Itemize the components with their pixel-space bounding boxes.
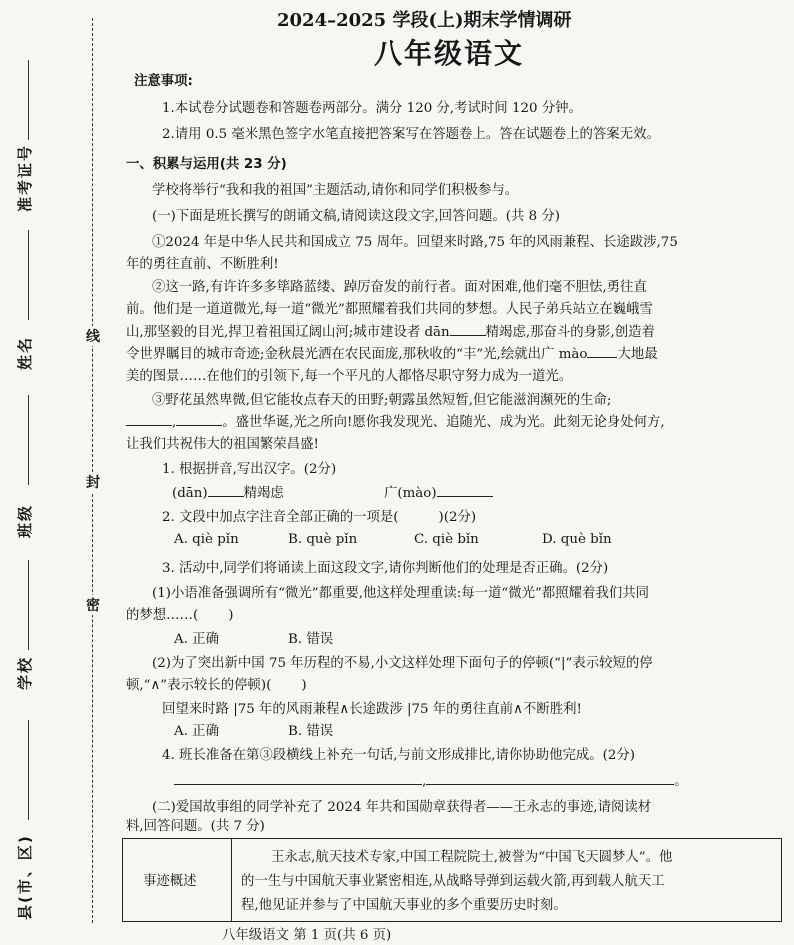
q2-option-b[interactable]: B. què pǐn xyxy=(288,532,358,547)
mao-blank[interactable] xyxy=(587,345,617,358)
q3-2-sentence: 回望来时路 |75 年的风雨兼程∧长途跋涉 |75 年的勇往直前∧不断胜利! xyxy=(162,702,582,717)
binding-dashed-line xyxy=(92,18,93,923)
dan-blank[interactable] xyxy=(450,323,486,336)
part2-heading: (二)爱国故事组的同学补充了 2024 年共和国勋章获得者——王永志的事迹,请阅读材 xyxy=(152,800,652,815)
seal-char-secret: 密 xyxy=(84,595,102,615)
passage-line: , 。盛世华诞,光之所向!愿你我发现光、追随光、成为光。此刻无论身处何方, xyxy=(126,411,665,430)
table-divider xyxy=(231,839,232,921)
passage-line: ②这一路,有许许多多筚路蓝缕、踔厉奋发的前行者。面对困难,他们毫不胆怯,勇往直 xyxy=(152,280,647,295)
q2-option-a[interactable]: A. qiè pǐn xyxy=(174,532,239,547)
part1-heading: (一)下面是班长撰写的朗诵文稿,请阅读这段文字,回答问题。(共 8 分) xyxy=(152,209,560,224)
passage-line: ①2024 年是中华人民共和国成立 75 周年。回望来时路,75 年的风雨兼程、长途跋涉,75 xyxy=(152,235,678,250)
q1-mao-answer[interactable] xyxy=(437,484,493,497)
name-blank[interactable] xyxy=(28,230,29,320)
notice-item: 1.本试卷分试题卷和答题卷两部分。满分 120 分,考试时间 120 分钟。 xyxy=(162,101,582,116)
passage-line: 美的图景……在他们的引领下,每一个平凡的人都恪尽职守努力成为一道光。 xyxy=(126,369,573,384)
section1-heading: 一、积累与运用(共 23 分) xyxy=(126,157,287,172)
q3-2-text-cont: 顿,“∧”表示较长的停顿)( ) xyxy=(126,678,307,693)
passage-line: 前。他们是一道道微光,每一道“微光”都照耀着我们共同的梦想。人民子弟兵站立在巍峨雪 xyxy=(126,302,653,317)
label-school: 学校 xyxy=(16,655,34,690)
question-3: 3. 活动中,同学们将诵读上面这段文字,请你判断他们的处理是否正确。(2分) xyxy=(162,561,609,576)
notice-heading: 注意事项: xyxy=(134,74,193,89)
exam-title: 2024–2025 学段(上)期末学情调研 xyxy=(277,10,572,31)
q4-answer-blank-2[interactable] xyxy=(426,772,674,785)
county-blank[interactable] xyxy=(28,720,29,820)
table-text-line: 的一生与中国航天事业紧密相连,从战略导弹到运载火箭,再到载人航天工 xyxy=(241,874,665,889)
question-4: 4. 班长准备在第③段横线上补充一句话,与前文形成排比,请你协助他完成。(2分) xyxy=(162,748,636,763)
parallel-blank-2[interactable] xyxy=(176,413,222,426)
school-blank[interactable] xyxy=(28,560,29,650)
passage-line: 年的勇往直前、不断胜利! xyxy=(126,257,279,272)
material-table xyxy=(122,838,782,922)
class-blank[interactable] xyxy=(28,395,29,485)
q2-option-d[interactable]: D. què bǐn xyxy=(542,532,612,547)
q3-2-option-b[interactable]: B. 错误 xyxy=(288,724,334,739)
label-county: 县(市、区) xyxy=(16,834,34,920)
q4-answer-blank-1[interactable] xyxy=(174,772,422,785)
q3-2-option-a[interactable]: A. 正确 xyxy=(174,724,219,739)
label-exam-number: 准考证号 xyxy=(16,143,34,212)
q1-dan-answer[interactable] xyxy=(208,484,244,497)
parallel-blank-1[interactable] xyxy=(126,413,172,426)
q4-answer-line: , 。 xyxy=(174,770,688,789)
table-text-line: 程,他见证并参与了中国航天事业的多个重要历史时刻。 xyxy=(241,898,567,913)
question-2: 2. 文段中加点字注音全部正确的一项是( )(2分) xyxy=(162,510,477,525)
table-text-line: 王永志,航天技术专家,中国工程院院士,被誉为“中国飞天圆梦人”。他 xyxy=(271,850,673,865)
page-footer: 八年级语文 第 1 页(共 6 页) xyxy=(222,928,392,943)
passage-line: 山,那坚毅的目光,捍卫着祖国辽阔山河;城市建设者 dān 精竭虑,那奋斗的身影,创造着 xyxy=(126,325,655,340)
passage-line: 让我们共祝伟大的祖国繁荣昌盛! xyxy=(126,437,319,452)
seal-char-line: 线 xyxy=(84,326,102,346)
q3-1-text-cont: 的梦想……( ) xyxy=(126,608,234,623)
q3-1-text: (1)小语准备强调所有“微光”都重要,他这样处理重读:每一道“微光”都照耀着我们共同 xyxy=(152,586,650,601)
label-name: 姓名 xyxy=(16,335,34,370)
binding-margin xyxy=(0,0,118,945)
passage-line: 令世界瞩目的城市奇迹;金秋晨光洒在农民面庞,那秋收的“丰”光,绘就出广 mào 大地最 xyxy=(126,347,658,362)
seal-char-seal: 封 xyxy=(84,472,102,492)
exam-number-blank[interactable] xyxy=(28,60,29,140)
q1-item-dan: (dān) 精竭虑 xyxy=(172,486,284,501)
part2-heading-cont: 料,回答问题。(共 7 分) xyxy=(126,819,265,834)
question-1: 1. 根据拼音,写出汉字。(2分) xyxy=(162,462,337,477)
notice-item: 2.请用 0.5 毫米黑色签字水笔直接把答案写在答题卷上。答在试题卷上的答案无效。 xyxy=(162,127,660,142)
q2-option-c[interactable]: C. qiè bǐn xyxy=(414,532,479,547)
q3-2-text: (2)为了突出新中国 75 年历程的不易,小文这样处理下面句子的停顿(“|”表示较短的停 xyxy=(152,656,653,671)
table-label: 事迹概述 xyxy=(143,874,197,889)
section1-intro: 学校将举行“我和我的祖国”主题活动,请你和同学们积极参与。 xyxy=(152,183,519,198)
q3-1-option-b[interactable]: B. 错误 xyxy=(288,632,334,647)
label-class: 班级 xyxy=(16,503,34,538)
exam-subject: 八年级语文 xyxy=(374,37,525,70)
q1-item-mao: 广(mào) xyxy=(384,482,493,501)
passage-line: ③野花虽然卑微,但它能妆点春天的田野;朝露虽然短暂,但它能滋润濒死的生命; xyxy=(152,393,612,408)
q3-1-option-a[interactable]: A. 正确 xyxy=(174,632,219,647)
